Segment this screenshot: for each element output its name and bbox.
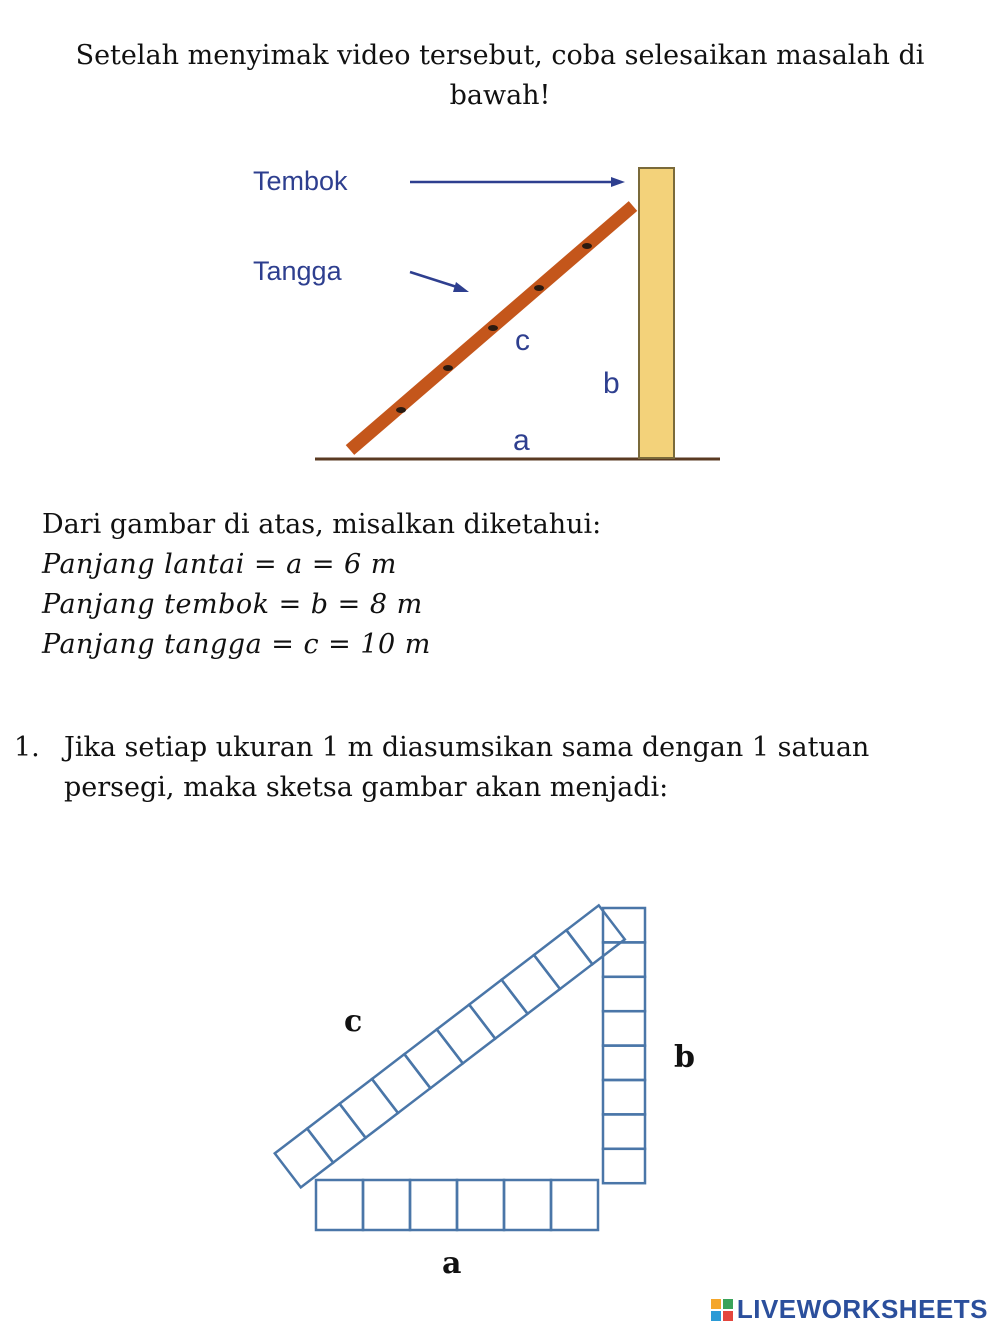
intro-line-1: Setelah menyimak video tersebut, coba selesaikan masalah di — [75, 40, 925, 71]
unit-square-b — [603, 977, 645, 1011]
equation-lantai: Panjang lantai = a = 6 m — [42, 549, 397, 580]
unit-square-b — [603, 1011, 645, 1045]
equation-tangga: Panjang tangga = c = 10 m — [42, 629, 431, 660]
unit-square-b — [603, 1114, 645, 1148]
squares-side-c — [275, 905, 625, 1187]
squares-side-a — [316, 1180, 598, 1230]
side-a-label: a — [513, 424, 530, 457]
unit-square-c — [566, 905, 624, 964]
question-number: 1. — [14, 732, 40, 763]
unit-square-c — [534, 930, 592, 989]
unit-square-c — [372, 1054, 430, 1113]
intro-text — [40, 36, 960, 116]
unit-square-a — [504, 1180, 551, 1230]
square-label-c: c — [344, 1004, 363, 1039]
unit-square-b — [603, 1149, 645, 1183]
unit-square-b — [603, 1046, 645, 1080]
unit-square-c — [502, 955, 560, 1014]
side-b-label: b — [603, 367, 620, 400]
unit-square-b — [603, 942, 645, 976]
wall-post — [639, 168, 674, 458]
liveworksheets-brand — [711, 1294, 988, 1325]
ladder-label: Tangga — [253, 256, 342, 286]
unit-square-a — [363, 1180, 410, 1230]
square-label-a: a — [442, 1246, 462, 1281]
square-label-b: b — [674, 1040, 695, 1075]
unit-square-c — [437, 1005, 495, 1064]
unit-square-a — [457, 1180, 504, 1230]
wall-label: Tembok — [253, 166, 348, 196]
unit-squares-figure — [260, 855, 740, 1285]
known-values — [42, 505, 601, 665]
liveworksheets-logo-icon — [711, 1299, 733, 1321]
unit-square-c — [275, 1129, 333, 1188]
unit-square-b — [603, 1080, 645, 1114]
intro-line-2: bawah! — [449, 80, 551, 111]
ladder-wall-figure — [235, 150, 745, 485]
question-line-2: persegi, maka sketsa gambar akan menjadi: — [64, 772, 669, 803]
unit-square-a — [316, 1180, 363, 1230]
question-text — [64, 728, 914, 808]
brand-text: LIVEWORKSHEETS — [736, 1294, 988, 1324]
unit-square-a — [410, 1180, 457, 1230]
known-lead: Dari gambar di atas, misalkan diketahui: — [42, 509, 602, 540]
squares-side-b — [603, 908, 645, 1183]
side-c-label: c — [515, 324, 530, 357]
unit-square-c — [340, 1079, 398, 1138]
unit-square-c — [404, 1029, 462, 1088]
unit-square-c — [469, 980, 527, 1039]
unit-square-c — [307, 1104, 365, 1163]
question-line-1: Jika setiap ukuran 1 m diasumsikan sama dengan 1 satuan — [64, 732, 870, 763]
unit-square-a — [551, 1180, 598, 1230]
equation-tembok: Panjang tembok = b = 8 m — [42, 589, 423, 620]
